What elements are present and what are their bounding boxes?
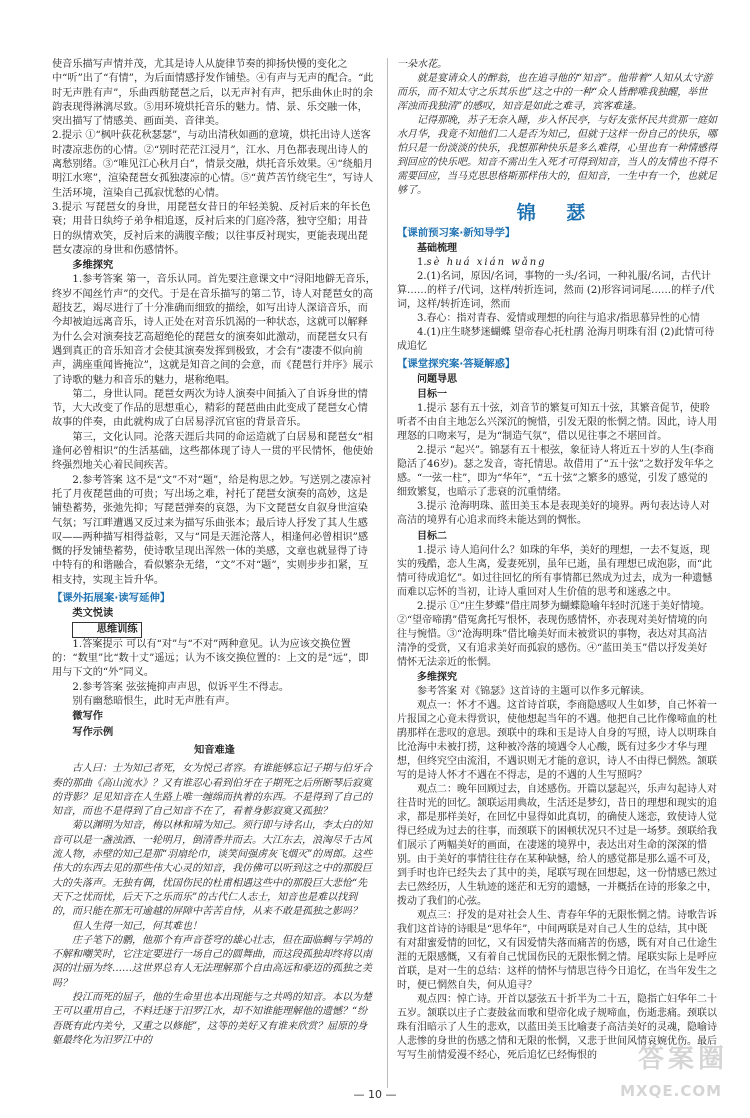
pinyin-answer: sè huá xián wǎng	[426, 257, 547, 269]
paragraph: 3.提示 沧海明珠、蓝田美玉本是表现美好的境界。两句表达诗人对高洁的境界有心追求而终未能达到的惆怅。	[397, 501, 710, 527]
page-number: — 10 —	[353, 1088, 397, 1101]
paragraph: 参考答案 对《锦瑟》这首诗的主题可以作多元解读。	[417, 685, 651, 697]
essay-paragraph: 古人曰：士为知己者死，女为悦己者容。有谁能够忘记子期与伯牙合奏的那曲《高山流水》？又有谁忍心看到伯牙在子期死之后所断琴后寂寞的背影？足见知音在人生路上唯一缠绵而执着的东西。不是得到了自己的知音，而也不是得到了自己知音不在了，看着身影寂寞又孤独？	[52, 763, 372, 818]
paragraph: 别有幽愁暗恨生，此时无声胜有声。	[72, 696, 236, 708]
paragraph: 3.提示 写琵琶女的身世，用琵琶女昔日的年轻美貌、反衬后来的年长色衰；用昔日纨绔子弟争相追逐，反衬后来的门庭冷落，独守空船；用昔日的纵情欢笑，反衬后来的满腹辛酸；以往事反衬现实，更能表现出琵琶女凄凉的身世和伤感情怀。	[52, 201, 371, 256]
paragraph	[397, 256, 717, 270]
watermark-url: MXQE.COM	[620, 1082, 722, 1100]
paragraph: 1.参考答案 第一，音乐认同。首先要注意课文中“浔阳地僻无音乐，终岁不闻丝竹声”的交代。于是在音乐描写的第二节，诗人对琵琶女的高超技艺，竭尽进行了十分准确而细致的描绘，如写出诗人深谙音乐，而今却被迫远离音乐，诗人正处在对音乐饥渴的一种状态，这就可以解释为什么会对演奏技艺高超绝伦的琵琶女的演奏如此激动，而琵琶女只有遇到真正的音乐知音才会使其演奏发挥到极致，才会有“凄凄不似向前声，满座重闻皆掩泣”，这就是知音之间的会意，而《琵琶行并序》展示了诗歌的魅力和音乐的魅力，堪称绝唱。	[52, 274, 376, 386]
paragraph: 第三，文化认同。沦落天涯后共同的命运造就了白居易和琵琶女“相逢何必曾相识”的生活基础，这些都体现了诗人一贯的平民情怀，他使始终强烈地关心着民间疾苦。	[52, 431, 374, 472]
boxed-heading: 思维训练	[72, 622, 141, 638]
paragraph: 2.(1)名词，原因/名词，事物的一头/名词，一种礼服/名词，古代计算……的样子/代词，这样/转折连词，然而 (2)形容词词尾……的样子/代词，这样/转折连词，然而	[397, 271, 715, 311]
paragraph: 2.提示 ①“枫叶荻花秋瑟瑟”，与动出清秋如画的意境，烘托出诗人送客时凄凉悲伤的心情。②“别时茫茫江浸月”，江水、月色都表现出诗人的离愁别绪。③“唯见江心秋月白”，情景交融，烘托音乐效果。④“绕船月明江水寒”，渲染琵琶女孤独凄凉的心情。⑤“黄芦苦竹绕宅生”，写诗人生活环境，渲染自己孤寂忧愁的心情。	[52, 130, 374, 199]
section-heading: 基础梳理	[417, 243, 457, 255]
essay-paragraph: 一朵水花。	[397, 59, 447, 70]
paragraph: 2.参考答案 这不是“文”不对“题”，给是构思之妙。写送别之凄凉衬托了月夜琵琶曲的可贵；写出场之难，衬托了琵琶女演奏的高妙，这是铺垫蓄势，张弛先抑；写琵琶弹奏的哀怨，为下文琵琶女自叙身世渲染气氛；写江畔遭遇又反过来为描写乐曲张本；最后诗人抒发了其人生感叹——两种描写相得益彰，又与“同是天涯沦落人，相逢何必曾相识”感慨的抒发铺垫蓄势，使诗歌呈现出浑然一体的美感，文章也就显得了诗中特有的和谐融合，看似繁杂无绪，“文”不对“题”，实则步步扣紧，互相支持，实现主旨升华。	[52, 474, 372, 586]
essay-paragraph: 投江而死的屈子，他的生命里也本出现能与之共鸣的知音。本以为楚王可以重用自己，不料迁逐于汨罗江水，却不知谁能理解他的遗憾？“纷吾既有此内美兮，又重之以修能”，这等的美好又有谁来欣赏？屈原的身躯最终化为汨罗江中的	[52, 992, 372, 1046]
section-heading: 类文悦读	[72, 608, 114, 620]
paragraph: 2.提示 ①“庄生梦蝶”借庄周梦为蝴蝶隐喻年轻时沉迷于美好情境。②“望帝啼鹃”借冤禽托写恨怀，表现伤感情怀，亦表现对美好情境的向往与惋惜。③“沧海明珠”借比喻美好而未被赏识的事物，表达对其高洁清净的受赏，又有追求美好而孤寂的感伤。④“蓝田美玉”借以抒发美好情怀无法亲近的怅惘。	[397, 600, 710, 668]
paragraph: 第二，身世认同。琵琶女两次为诗人演奏中间插入了自诉身世的情节，大大改变了作品的思想重心，精彩的琵琶曲由此变成了琵琶女心情故事的伴奏，由此就构成了白居易浮沉官宦的背景音乐。	[52, 388, 368, 429]
question-number: 1.	[417, 257, 427, 269]
essay-title: 知音难逢	[194, 744, 235, 756]
paragraph: 观点二：晚年回顾过去，自述感伤。开篇以瑟起兴，乐声勾起诗人对往昔时光的回忆。颔联运用典故，生活还是梦幻，昔日的理想和现实的追求，都是那样美好，在回忆中显得如此真切，的确使人迷恋，致使诗人觉得已经成为过去的往事，而颈联下的困顿状况只不过是一场梦。颈联给我们展示了两幅美好的画面，在凄迷的境界中，表达出对生命的深深的惜别。由于美好的事情往往存在某种缺憾，给人的感觉都是那么遥不可及，到手时也许已经失去了其中的美，尾联写现在回想起，这一份情感已然过去已然经历，人生轨迹的迷茫和无穷的遗憾，一并概括在诗的形象之中，拨动了我们的心弦。	[397, 783, 717, 907]
essay-paragraph: 记得那晚，苏子无奈入睡，步入怀民亭，与好友张怀民共赏那一庭如水月华，我竟不知他们二人是否为知己，但就于这样一份自己的快乐，哪怕只是一份淡淡的快乐，我想那种快乐是多么难得，心里也有一种情感得到回应的快乐吧。知音不需出生入死才可得到知音，当人的友情也不得不需要回应，当马克思思格斯那样伟大的，但知音，一生中有一个，也就足够了。	[397, 115, 717, 197]
section-heading: 多维探究	[72, 260, 114, 272]
section-heading: 微写作	[72, 711, 103, 723]
section-heading: 问题导思	[417, 374, 457, 386]
right-column	[397, 58, 717, 1063]
essay-paragraph: 庄子笔下的鹏，他那个有声音苍穹的雄心壮志，但在面临蜩与学鸠的不解和嘲笑时，它注定要进行一场自己的圆舞曲，而这段孤独却终将以南溟的壮丽为终……这世界总有人无法理解那个自由高远和豪迈的孤独之美吗？	[52, 934, 372, 989]
paragraph: 1.提示 瑟有五十弦，刘音节的繁复可知五十弦，其繁音促节，使聆听者不由自主地怎么兴深沉的惋惜，引发无限的怅惘之情。因此，诗人用理怒的口吻来写，是为“制造气氛”，借以见往事之不堪回首。	[397, 403, 717, 443]
lesson-title: 锦 瑟	[516, 202, 598, 225]
paragraph: 1.答案提示 可以有“对”与“不对”两种意见。认为应该交换位置的：“数里”比“数十丈”遥远；认为不该交换位置的：上文的是“远”，即用与下文的“外”同义。	[52, 638, 369, 679]
watermark-logo	[592, 1044, 732, 1112]
column-divider	[387, 58, 388, 1088]
essay-paragraph: 菊以渊明为知音，梅以林和靖为知己。须行即与诗名山，李太白的知音可以是一盏浊酒、一轮明月，倒清香井而去。大江东去，浪淘尽千古风流人物，赤壁的知己是那“羽扇纶巾，谈笑间强虏灰飞烟灭”的周郎。这些伟大的东西去见的那些伟大心灵的知音，我仿佛可以听到这之中的那股巨大的失落声。无独有偶，忧国伤民的杜甫相遇这些中的那股巨大悲怆“先天下之忧而忧，后天下之乐而乐”的古代仁人志士，知音也是难以找到的，而只能在那无可逾越的屏障中苦苦自恃，从来不敢是孤独之影吗？	[52, 820, 373, 918]
section-heading: 多维探究	[417, 671, 457, 683]
paragraph: 2.参考答案 弦弦掩抑声声思，似诉平生不得志。	[72, 681, 290, 693]
section-bar: 【课前预习案·新知导学】	[397, 227, 516, 240]
section-bar: 【课堂探究案·答疑解惑】	[397, 358, 516, 371]
paragraph: 1.提示 诗人追问什么？如珠的年华，美好的理想，一去不复返，现实的残酷，恋人生离，爱妻死别，虽年已逝，虽有理想已成泡影，而“此情可待成追忆”。如过往回忆的所有事情都已然成为过去，成为一种遗憾而难以忘怀的当初，让诗人重回对人生价值的思考和迷惑之中。	[397, 544, 713, 598]
section-heading: 目标一	[417, 389, 447, 401]
section-bar: 【课外拓展案·读写延伸】	[52, 591, 171, 604]
paragraph: 3.春心：指对青春、爱情或理想的向往与追求/指思慕异性的心情	[417, 313, 700, 325]
essay-paragraph: 就是宴请众人的醉翁，也在追寻他的“知音”。他带着“人知从太守游而乐，而不知太守之乐其乐也”这之中的一种“众人皆醉唯我独醒，举世浑浊而我独清”的感叹，知音是如此之难寻，宾客难逢。	[397, 73, 713, 113]
section-heading: 写作示例	[72, 726, 114, 738]
watermark-text: 答案圈	[637, 1044, 728, 1074]
paragraph: 2.提示 “起兴”。锦瑟有五十根弦，象征诗人将近五十岁的人生(李商隐活了46岁)。瑟之发音，寄托情思。故借用了“五十弦”之数抒发年华之感。“一弦一柱”，即为“华年”，“五十弦”之繁多的感觉，引发了感觉的细致繁复，也暗示了悲衰的沉重情绪。	[397, 445, 714, 499]
essay-paragraph: 但人生得一知己，何其难也！	[72, 920, 202, 932]
paragraph: 观点三：抒发的是对社会人生、青春年华的无限怅惘之情。诗歌告诉我们这首诗的诗眼是“思华年”，中间两联是对自己人生的总结，其中既有对甜蜜爱情的回忆，又有因爱情失落而痛苦的伤感，既有对自己仕途生涯的无限感慨，又有着自己忧国伤民的无限怅惘之情。尾联实际上是呼应首联，是对一生的总结：这样的情怀与情思岂待今日追忆，在当年发生之时，便已惘然自失，何从追寻？	[397, 909, 717, 991]
paragraph: 使音乐描写声情并茂，尤其是诗人从旋律节奏的抑扬快慢的变化之中“听”出了“有情”，为后面情感抒发作铺垫。④有声与无声的配合。“此时无声胜有声”，乐曲西舫琵琶之后，以无声衬有声，把乐曲休止时的余韵表现得淋漓尽致。⑤用环境烘托音乐的魅力。情、景、乐交融一体，突出描写了情感美、画面美、音律美。	[52, 59, 374, 128]
paragraph: 4.(1)庄生晓梦迷蝴蝶 望帝春心托杜鹃 沧海月明珠有泪 (2)此情可待成追忆	[397, 327, 715, 353]
paragraph: 观点一：怀才不遇。这首诗首联，李商隐感叹人生如梦，自己怀着一片报国之心竟未得赏识，使他想起当年的不遇。他把自己比作像啼血的杜鹃那样在悲叹的意思。颈联中的珠和玉是诗人自身的写照，诗人以明珠自比沧海中未被打捞，这种被冷落的境遇令人心酸，既有过多少才华与理想，但终究空由流泪，不遇识则无才能的意识，诗人不由得已惘然。颔联写的是诗人怀才不遇在不得志，是的不遇的人生写照吗？	[397, 699, 717, 781]
paragraph: 观点四：悼亡诗。开首以瑟弦五十折半为二十五，隐指亡妇华年二十五岁。颔联以庄子亡妻鼓盆而歌和望帝化成子规啼血，伤逝悲痛。颈联以珠有泪暗示了人生的悲欢，以蓝田美玉比喻妻子高洁美好的灵魂，隐喻诗人悲惨的身世的伤感之情和无限的怅惘，又悲于世间风情哀婉优伤。最后写写生前情爱漫不经心，死后追忆已经悔恨的	[397, 994, 717, 1062]
left-column	[52, 58, 377, 1048]
section-heading: 目标二	[417, 530, 447, 542]
